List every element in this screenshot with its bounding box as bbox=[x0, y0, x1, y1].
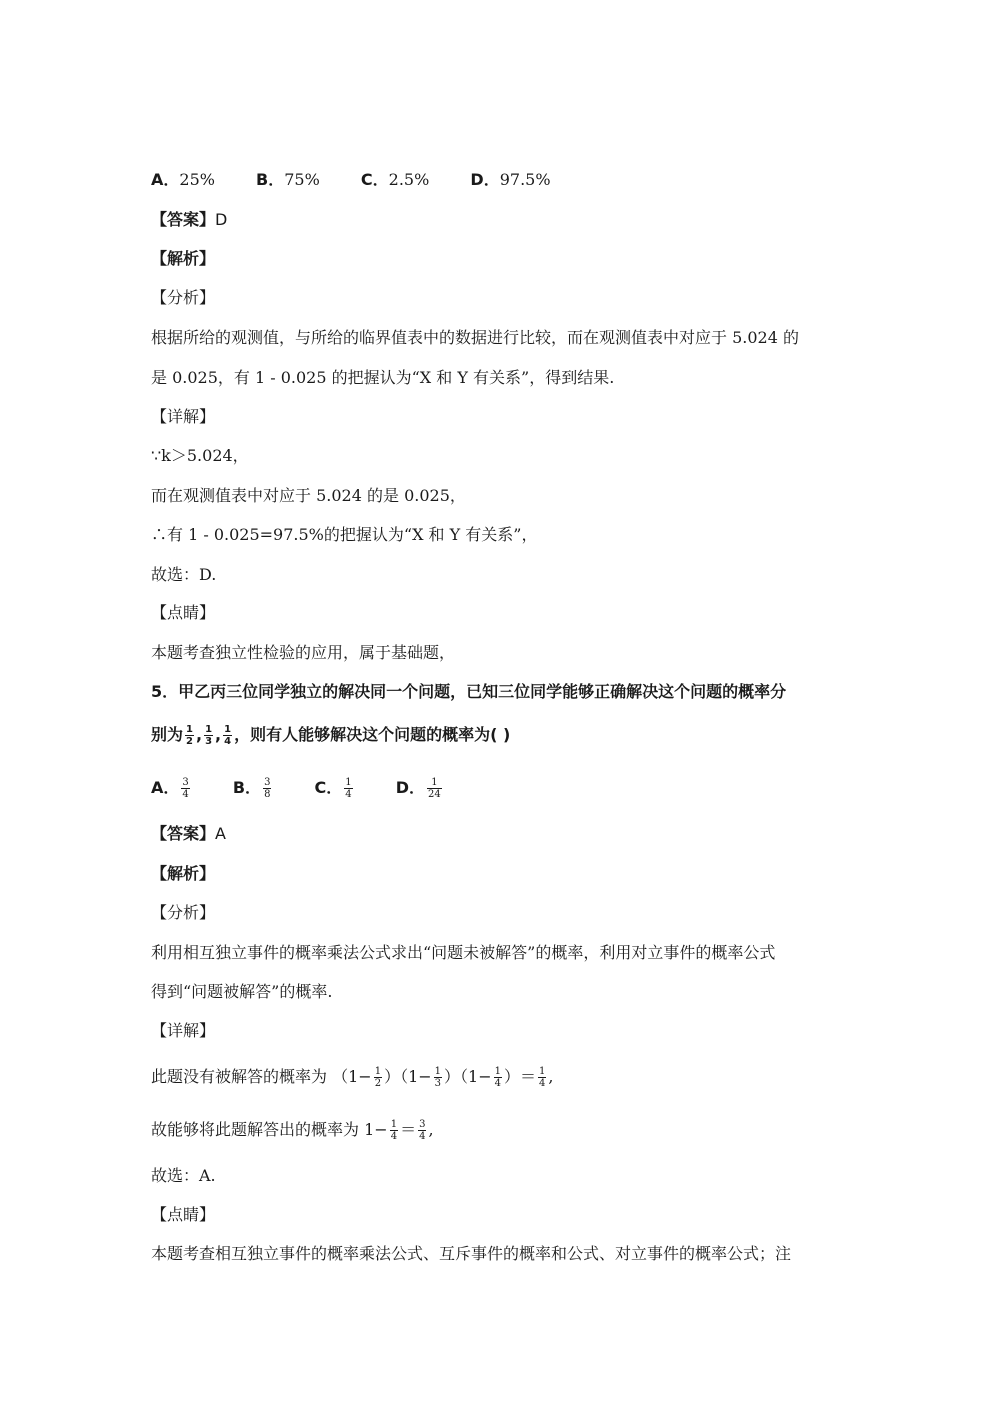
q5-analysis-line-1: 利用相互独立事件的概率乘法公式求出“问题未被解答”的概率，利用对立事件的概率公式 bbox=[151, 943, 776, 962]
q5-jiexi-heading: 【解析】 bbox=[151, 864, 216, 883]
q5-detail-line-3: 故选：A. bbox=[151, 1166, 216, 1185]
q4-analysis-line-2: 是 0.025，有 1 - 0.025 的把握认为“X 和 Y 有关系”，得到结果. bbox=[151, 368, 615, 387]
q4-comment: 本题考查独立性检验的应用，属于基础题， bbox=[151, 643, 456, 662]
q4-answer: 【答案】D bbox=[151, 210, 228, 229]
fraction: $\frac{1}{4}$ bbox=[224, 724, 232, 747]
q4-option-a: A．25% bbox=[151, 170, 215, 189]
q4-option-c: C．2.5% bbox=[360, 170, 430, 189]
q5-option-a: A． $\frac{3}{4}$ bbox=[151, 777, 189, 800]
q4-options bbox=[151, 169, 587, 191]
q5-fenxi-heading: 【分析】 bbox=[151, 903, 216, 922]
q5-option-c: C． $\frac{1}{4}$ bbox=[314, 777, 352, 800]
q4-xiangjie-heading: 【详解】 bbox=[151, 407, 216, 426]
q5-option-d: D． $\frac{1}{24}$ bbox=[395, 777, 441, 800]
q5-detail-line-1: 此题没有被解答的概率为 （1− $\frac{1}{2}$ ）（1− $\frac{1}{3}$ ）（1− $\frac{1}{4}$ ）＝ $\frac{1}{4}$ , bbox=[151, 1066, 554, 1089]
fraction: $\frac{1}{3}$ bbox=[205, 724, 213, 747]
q4-fenxi-heading: 【分析】 bbox=[151, 288, 216, 307]
q4-detail-line-3: ∴有 1 - 0.025=97.5%的把握认为“X 和 Y 有关系”， bbox=[151, 525, 538, 544]
q5-dianjing-heading: 【点睛】 bbox=[151, 1205, 216, 1224]
q4-option-d: D．97.5% bbox=[470, 170, 551, 189]
q4-option-b: B．75% bbox=[256, 170, 320, 189]
fraction: $\frac{1}{2}$ bbox=[186, 724, 193, 747]
q4-dianjing-heading: 【点睛】 bbox=[151, 603, 216, 622]
q5-option-b: B． $\frac{3}{8}$ bbox=[232, 777, 271, 800]
q5-comment: 本题考查相互独立事件的概率乘法公式、互斥事件的概率和公式、对立事件的概率公式；注 bbox=[151, 1244, 792, 1263]
q5-xiangjie-heading: 【详解】 bbox=[151, 1021, 216, 1040]
q4-detail-line-2: 而在观测值表中对应于 5.024 的是 0.025， bbox=[151, 486, 466, 505]
q5-stem-line-2: 别为 $\frac{1}{2}$ , $\frac{1}{3}$ , $\frac{1}{4}$ ，则有人能够解决这个问题的概率为( ) bbox=[151, 724, 511, 747]
q4-detail-line-4: 故选：D. bbox=[151, 565, 217, 584]
q5-detail-line-2: 故能够将此题解答出的概率为 1− $\frac{1}{4}$ ＝ $\frac{3}{4}$ , bbox=[151, 1119, 434, 1142]
q4-detail-line-1: ∵k＞5.024， bbox=[151, 446, 249, 465]
q5-options bbox=[151, 777, 480, 800]
q5-analysis-line-2: 得到“问题被解答”的概率. bbox=[151, 982, 333, 1001]
q5-stem-line-1: 5．甲乙丙三位同学独立的解决同一个问题，已知三位同学能够正确解决这个问题的概率分 bbox=[151, 682, 787, 701]
q4-jiexi-heading: 【解析】 bbox=[151, 249, 216, 268]
q4-analysis-line-1: 根据所给的观测值，与所给的临界值表中的数据进行比较，而在观测值表中对应于 5.024 的 bbox=[151, 328, 799, 347]
q5-answer: 【答案】A bbox=[151, 824, 226, 843]
